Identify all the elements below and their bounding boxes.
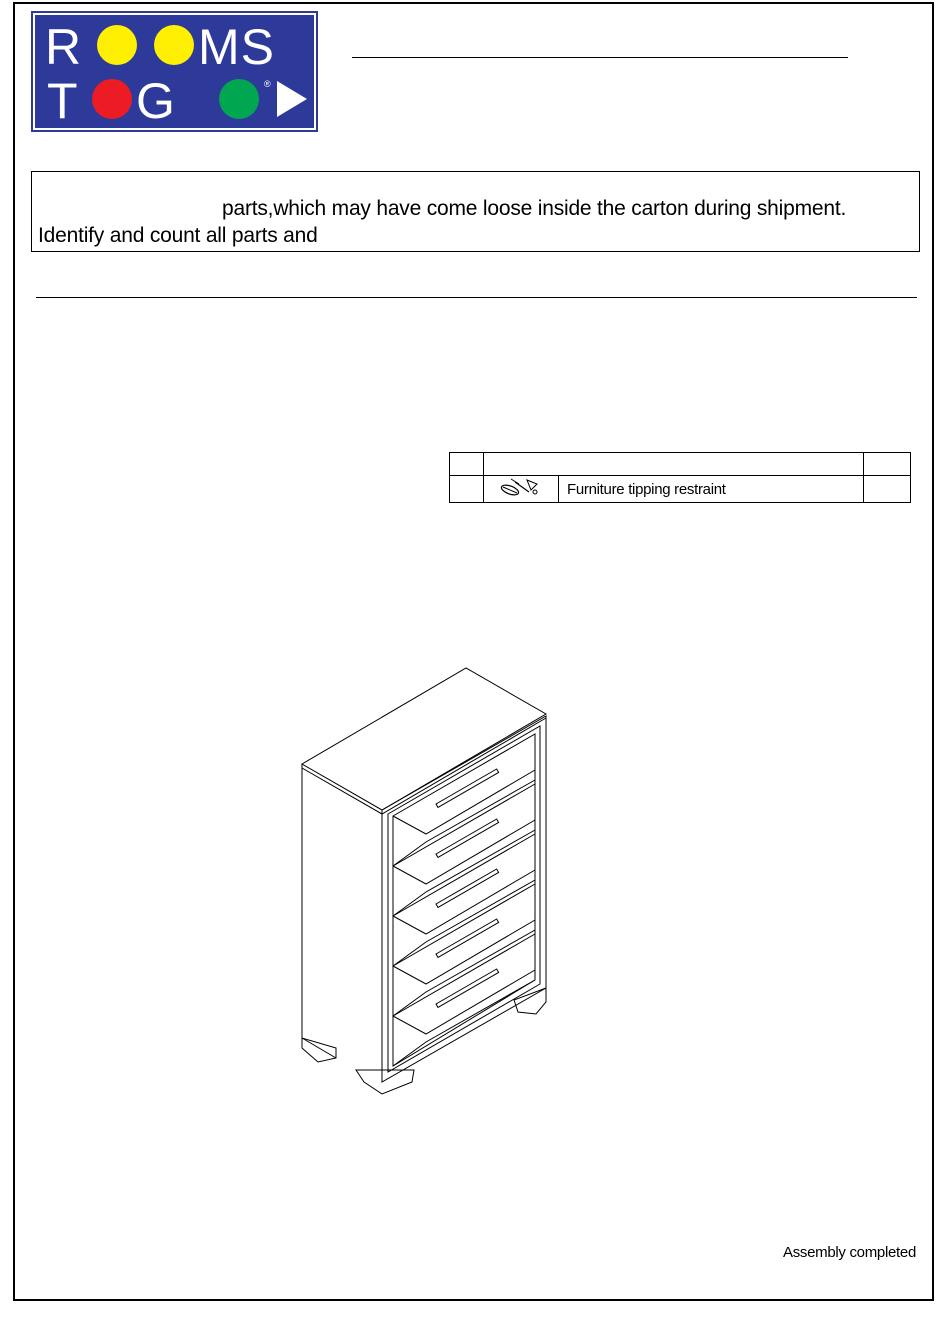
title-line xyxy=(352,57,848,58)
table-cell xyxy=(484,453,864,476)
svg-text:MS: MS xyxy=(198,19,275,75)
table-cell xyxy=(450,476,484,503)
table-cell xyxy=(864,476,911,503)
table-cell xyxy=(450,453,484,476)
svg-text:G: G xyxy=(136,73,175,129)
notice-line-1: parts,which may have come loose inside the carton during shipment. xyxy=(222,197,847,220)
drawer-stack xyxy=(393,769,535,1066)
chest-illustration xyxy=(296,662,558,1102)
hardware-table xyxy=(449,452,911,503)
svg-text:T: T xyxy=(47,73,78,129)
notice-box xyxy=(31,171,920,252)
table-row xyxy=(450,453,911,476)
assembly-completed-label: Assembly completed xyxy=(783,1244,916,1261)
tipping-restraint-icon xyxy=(497,476,545,498)
hardware-name: Furniture tipping restraint xyxy=(559,476,864,503)
table-row xyxy=(450,476,911,503)
table-cell xyxy=(484,476,559,503)
notice-line-2: Identify and count all parts and xyxy=(38,224,318,247)
section-divider xyxy=(36,297,917,298)
rooms-to-go-logo xyxy=(31,11,318,132)
registered-mark: ® xyxy=(264,79,271,89)
svg-text:R: R xyxy=(45,19,83,75)
table-cell xyxy=(864,453,911,476)
